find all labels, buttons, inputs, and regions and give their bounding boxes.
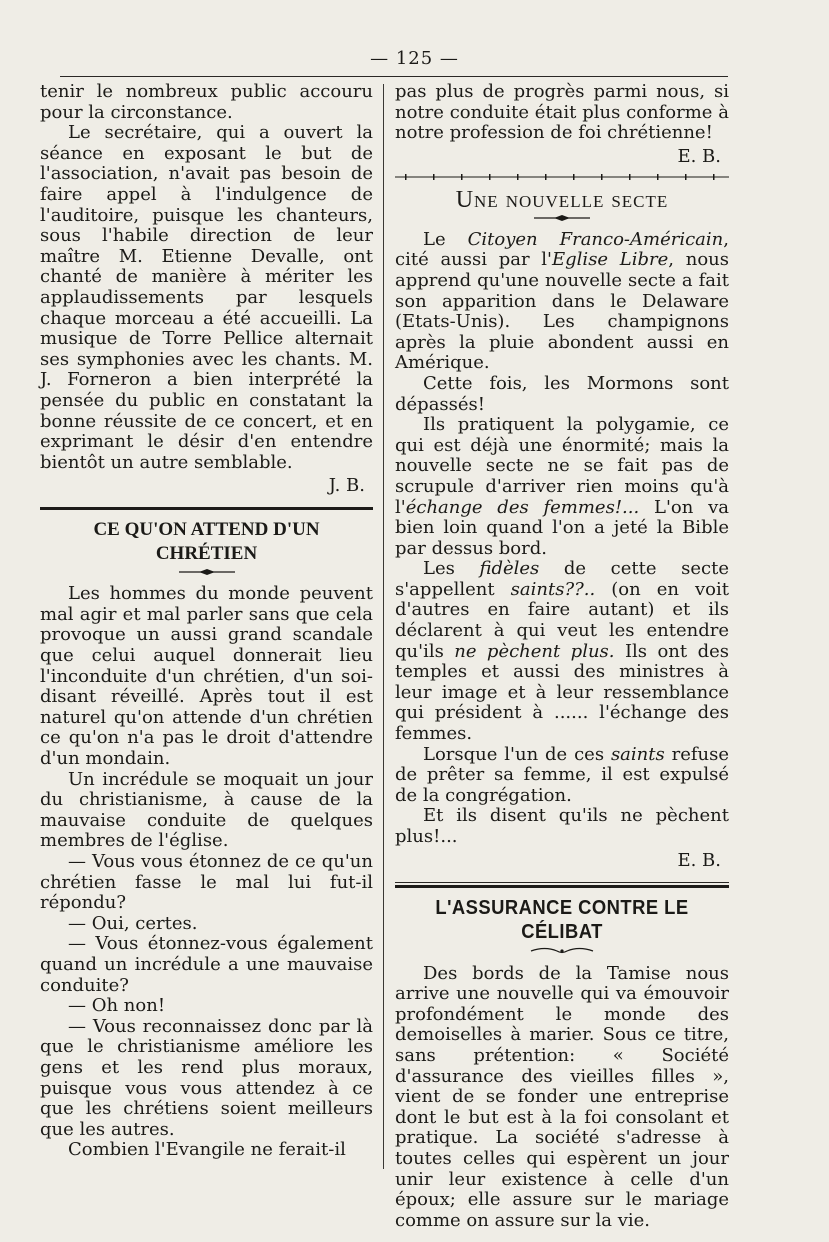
ornament-divider: [532, 214, 592, 222]
article-paragraph: Des bords de la Tamise nous arrive une nouvelle qui va émouvoir profondément le monde des demoiselles à marier. Sous ce titre, sans prétention: « Société d'assurance des vieilles filles », vient de se fonder une entreprise dont le but est à la foi consolant et pratique. La société s'adresse à toutes celles qui espèrent un jour unir leur existence à celle d'un époux; elle assure sur le mariage comme on assure sur la vie.: [395, 962, 729, 1231]
section-rule: [40, 507, 373, 510]
intro-paragraph-1: tenir le nombreux public accouru pour la circonstance.: [40, 81, 373, 123]
article-title: Une nouvelle secte: [455, 186, 669, 213]
right-column: [395, 82, 729, 1231]
dialogue-line: — Vous vous étonnez de ce qu'un chrétien fasse le mal lui fut-il répondu?: [40, 851, 373, 914]
left-column: [40, 82, 373, 1161]
ornament-divider: [177, 568, 237, 576]
header-rule: [60, 76, 728, 77]
dialogue-line: — Oui, certes.: [68, 912, 198, 934]
article-paragraph: Les hommes du monde peuvent mal agir et mal parler sans que cela provoque un aussi grand scandale que celui auquel donnerait lieu l'inconduite d'un chrétien, d'un soi-disant réveillé. Après tout il est naturel qu'on attende d'un chrétien ce qu'on n'a pas le droit d'attendre d'un mondain.: [40, 583, 373, 770]
article-paragraph: Et ils disent qu'ils ne pèchent plus!...: [395, 805, 729, 847]
dialogue-line: — Vous étonnez-vous également quand un incrédule a une mauvaise conduite?: [40, 933, 373, 996]
article-signature: E. B.: [677, 849, 721, 871]
article-paragraph: Lorsque l'un de ces saints refuse de prêter sa femme, il est expulsé de la congrégation.: [395, 743, 730, 806]
article-paragraph: Le Citoyen Franco-Américain, cité aussi par l'Eglise Libre, nous apprend qu'une nouvelle secte a fait son apparition dans le Delaware (Etats-Unis). Les champignons après la pluie abondent aussi en Amérique.: [395, 228, 729, 374]
dialogue-line: — Vous reconnaissez donc par là que le christianisme améliore les gens et les rend plus moraux, puisque vous vous attendez à ce que les chrétiens soient meilleurs que les autres.: [40, 1015, 373, 1140]
article-paragraph: Ils pratiquent la polygamie, ce qui est déjà une énormité; mais la nouvelle secte ne se fait pas de scrupule d'arriver rien moins qu'à l'échange des femmes!... L'on va bien loin quand l'on a jeté la Bible par dessus bord.: [395, 414, 729, 559]
article-paragraph: Un incrédule se moquait un jour du christianisme, à cause de la mauvaise conduite de quelques membres de l'église.: [40, 768, 373, 852]
continuation-paragraph: pas plus de progrès parmi nous, si notre conduite était plus conforme à notre profession de foi chrétienne!: [395, 81, 729, 144]
section-rule: [395, 882, 729, 883]
dotted-separator: [395, 172, 729, 182]
intro-paragraph-2: Le secrétaire, qui a ouvert la séance en exposant le but de l'association, n'avait pas besoin de faire appel à l'indulgence de l'auditoire, puisque les chanteurs, sous l'habile direction de leur maître M. Etienne Devalle, ont chanté de manière à mériter les applaudissements par lesquels chaque morceau a été accueilli. La musique de Torre Pellice alternait ses symphonies avec les chants. M. J. Forneron a bien interprété la pensée du public en constatant la bonne réussite de ce concert, et en exprimant le désir d'en entendre bientôt un autre semblable.: [40, 122, 373, 473]
article-paragraph: Les fidèles de cette secte s'appellent saints??.. (on en voit d'autres en faire autant) et ils déclarent à qui veut les entendre qu'ils ne pèchent plus. Ils ont des temples et aussi des ministres à leur image et à leur ressemblance qui président à ...... l'échange des femmes.: [395, 558, 730, 745]
column-divider: [383, 84, 384, 1169]
article-title: L'ASSURANCE CONTRE LE CÉLIBAT: [435, 896, 689, 943]
article-paragraph: Cette fois, les Mormons sont dépassés!: [395, 372, 729, 415]
article-title: CE QU'ON ATTEND D'UN CHRÉTIEN: [93, 519, 320, 565]
continuation-signature: E. B.: [677, 145, 721, 167]
intro-signature: J. B.: [328, 475, 365, 497]
section-rule: [395, 885, 729, 888]
dialogue-line: — Oh non!: [68, 995, 166, 1017]
article-paragraph: Combien l'Evangile ne ferait-il: [68, 1139, 346, 1161]
page-number: — 125 —: [370, 48, 459, 69]
ornament-divider: [527, 946, 597, 956]
